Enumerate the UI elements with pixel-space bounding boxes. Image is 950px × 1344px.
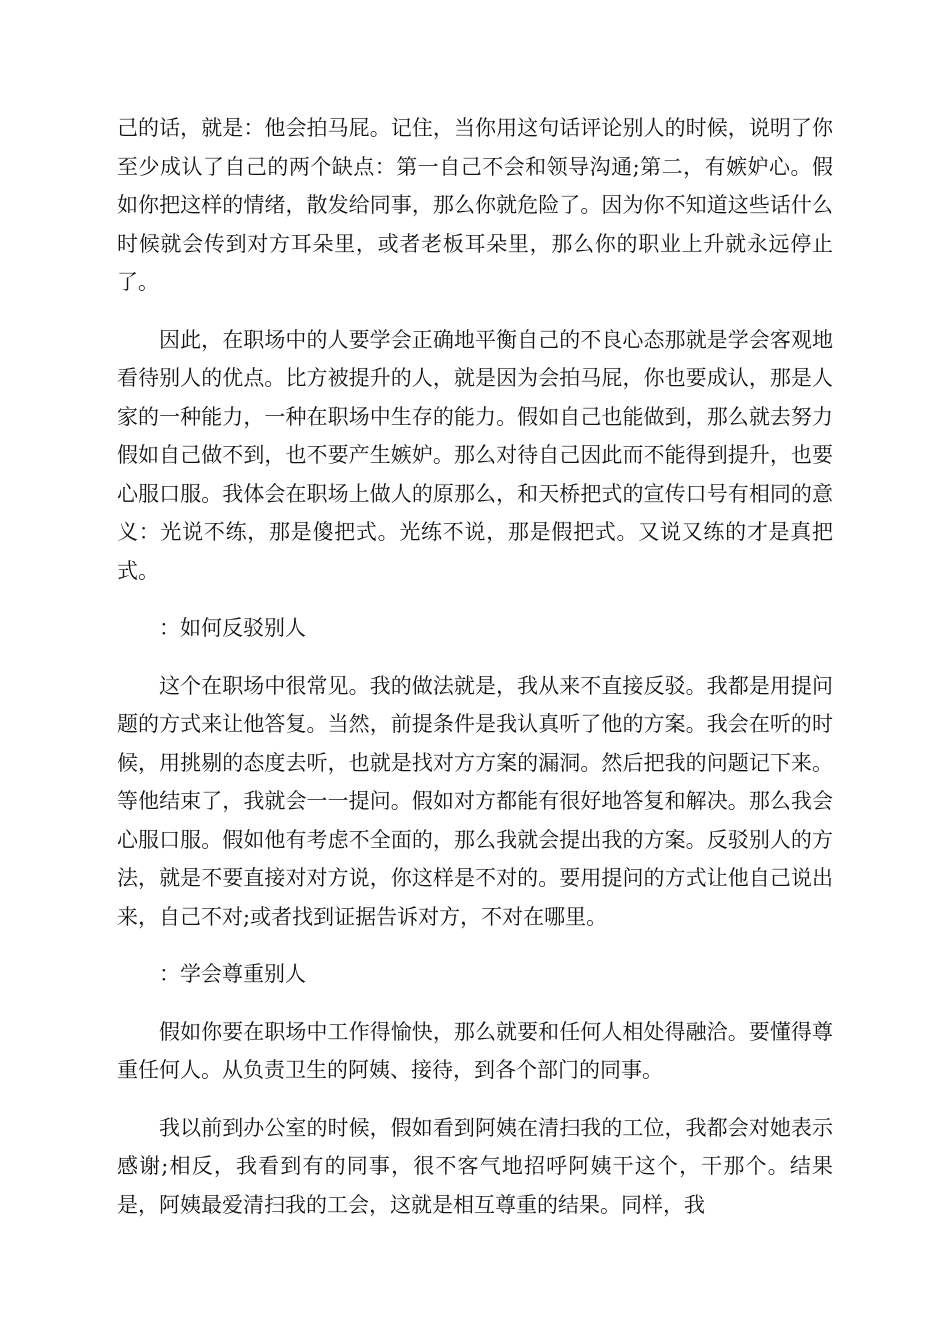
paragraph-office-example: 我以前到办公室的时候，假如看到阿姨在清扫我的工位，我都会对她表示感谢;相反，我看到有的同事，很不客气地招呼阿姨干这个，干那个。结果是，阿姨最爱清扫我的工会，这就是相互尊重的结果。同样，我 xyxy=(117,1115,833,1217)
paragraph-continuation: 己的话，就是：他会拍马屁。记住，当你用这句话评论别人的时候，说明了你至少成认了自己的两个缺点：第一自己不会和领导沟通;第二，有嫉妒心。假如你把这样的情绪，散发给同事，那么你就危险了。因为你不知道这些话什么时候就会传到对方耳朵里，或者老板耳朵里，那么你的职业上升就永远停止了。 xyxy=(117,116,833,294)
paragraph-rebut-method: 这个在职场中很常见。我的做法就是，我从来不直接反驳。我都是用提问题的方式来让他答复。当然，前提条件是我认真听了他的方案。我会在听的时候，用挑剔的态度去听，也就是找对方方案的漏洞。然后把我的问题记下来。等他结束了，我就会一一提问。假如对方都能有很好地答复和解决。那么我会心服口服。假如他有考虑不全面的，那么我就会提出我的方案。反驳别人的方法，就是不要直接对对方说，你这样是不对的。要用提问的方式让他自己说出来，自己不对;或者找到证据告诉对方，不对在哪里。 xyxy=(117,673,833,929)
paragraph-respect-everyone: 假如你要在职场中工作得愉快，那么就要和任何人相处得融洽。要懂得尊重任何人。从负责卫生的阿姨、接待，到各个部门的同事。 xyxy=(117,1019,833,1082)
document-body xyxy=(117,109,833,1243)
section-heading-respect: ：学会尊重别人 xyxy=(159,962,306,986)
paragraph-balance-mindset: 因此，在职场中的人要学会正确地平衡自己的不良心态那就是学会客观地看待别人的优点。比方被提升的人，就是因为会拍马屁，你也要成认，那是人家的一种能力，一种在职场中生存的能力。假如自己也能做到，那么就去努力假如自己做不到，也不要产生嫉妒。那么对待自己因此而不能得到提升，也要心服口服。我体会在职场上做人的原那么，和天桥把式的宣传口号有相同的意义：光说不练，那是傻把式。光练不说，那是假把式。又说又练的才是真把式。 xyxy=(117,327,833,583)
section-heading-rebut: ：如何反驳别人 xyxy=(159,616,306,640)
